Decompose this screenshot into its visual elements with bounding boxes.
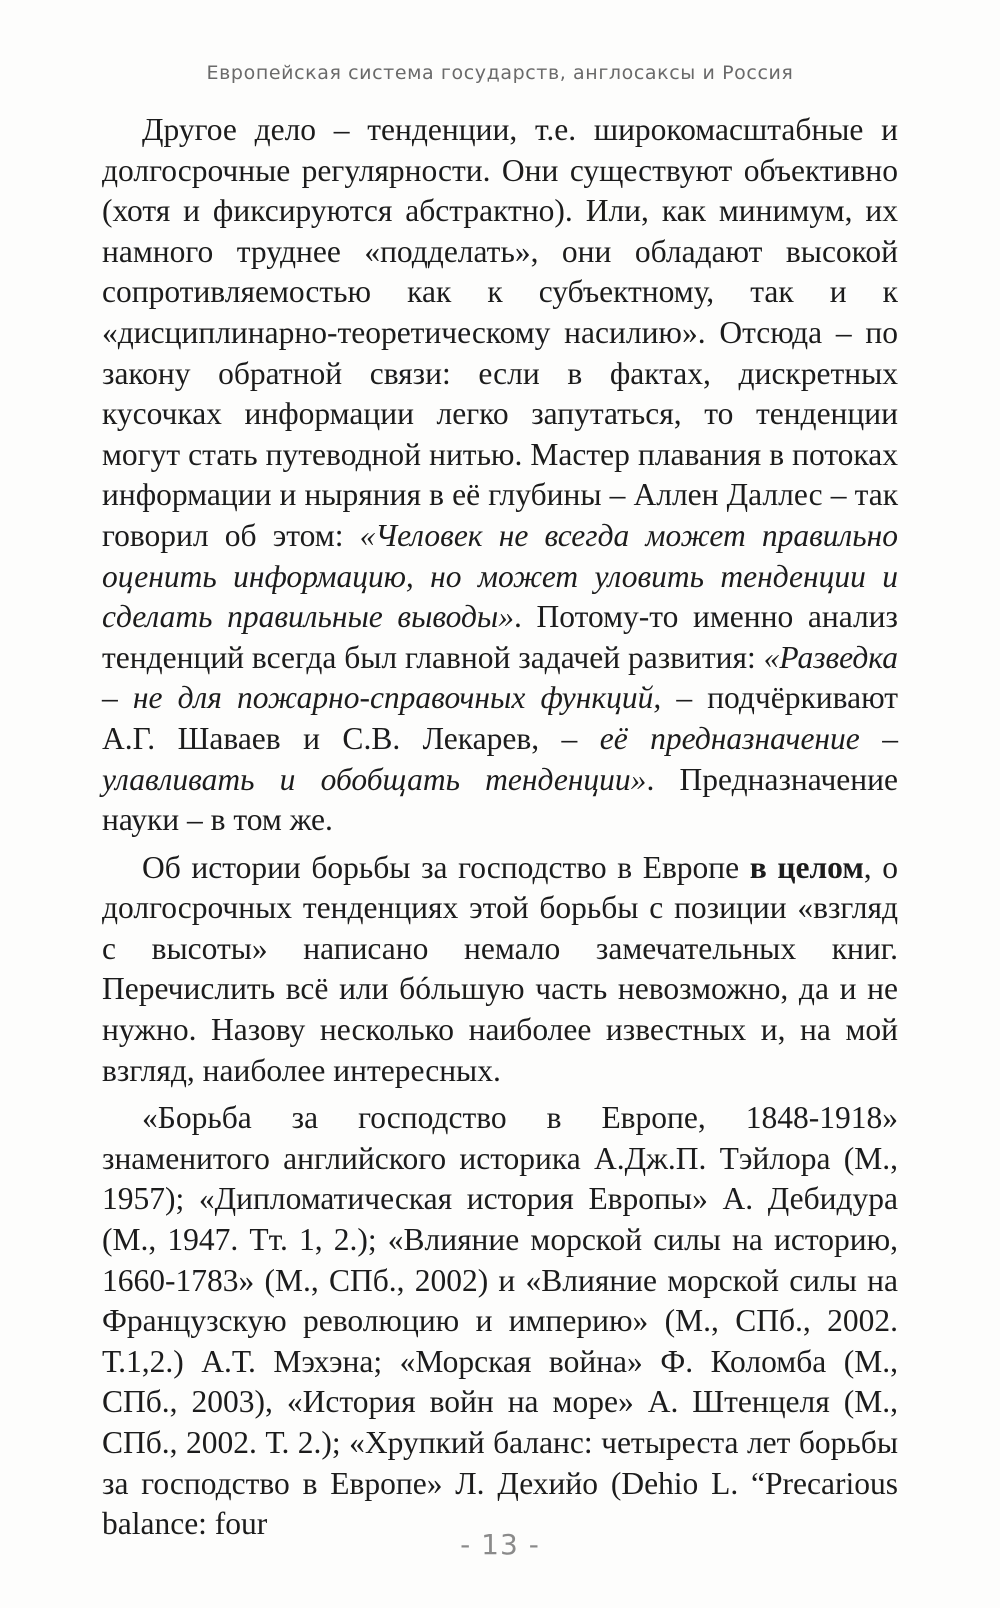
running-header: Европейская система государств, англосаксы и Россия [206,62,794,84]
paragraph-2 [102,848,898,1092]
paragraph-3 [102,1098,898,1545]
emphasis-bold: в целом [749,849,864,885]
text-run: Об истории борьбы за господство в Европе [142,849,750,885]
text-run: Другое дело – тенденции, т.е. широкомасштабные и долгосрочные регулярности. Они существуют объективно (хотя и фиксируются абстрактно). Или, как минимум, их намного труднее «подделать», они обладают высокой сопротивляемостью как к субъектному, так и к «дисциплинарно-теоретическому насилию». Отсюда – по закону обратной связи: если в фактах, дискретных кусочках информации легко запутаться, то тенденции могут стать путеводной нитью. Мастер плавания в потоках информации и ныряния в её глубины – Аллен Даллес – так говорил об этом: [102,112,898,553]
quote-dulles: «Человек не всегда может правильно оценить информацию, но может уловить тенденции и сделать правильные выводы» [102,517,898,635]
paragraph-1 [102,110,898,841]
page-number: - 13 - [460,1528,540,1561]
quote-intelligence: «Разведка – не для пожарно-справочных функций, [102,639,898,716]
text-run: . Потому-то именно анализ тенденций всегда был главной задачей развития: [102,599,898,675]
quote-purpose: её предназначение – улавливать и обобщать тенденции» [102,720,898,797]
text-run: , о долгосрочных тенденциях этой борьбы с позиции «взгляд с высоты» написано немало замечательных книг. Перечислить всё или бóльшую часть невозможно, да и не нужно. Назову несколько наиболее известных и, на мой взгляд, наиболее интересных. [102,849,899,1088]
body-text [102,110,898,1545]
text-run: «Борьба за господство в Европе, 1848-1918» знаменитого английского историка А.Дж.П. Тэйлора (М., 1957); «Дипломатическая история Европы» А. Дебидура (М., 1947. Тт. 1, 2.); «Влияние морской силы на историю, 1660-1783» (М., СПб., 2002) и «Влияние морской силы на Французскую революцию и империю» (М., СПб., 2002. Т.1,2.) А.Т. Мэхэна; «Морская война» Ф. Коломба (М., СПб., 2003), «История войн на море» А. Штенцеля (М., СПб., 2002. Т. 2.); «Хрупкий баланс: четыреста лет борьбы за господство в Европе» Л. Дехийо (Dehio L. “Precarious balance: four [102,1100,898,1542]
text-run: . Предназначение науки – в том же. [102,761,898,838]
text-run: – подчёркивают А.Г. Шаваев и С.В. Лекарев, – [102,680,898,756]
